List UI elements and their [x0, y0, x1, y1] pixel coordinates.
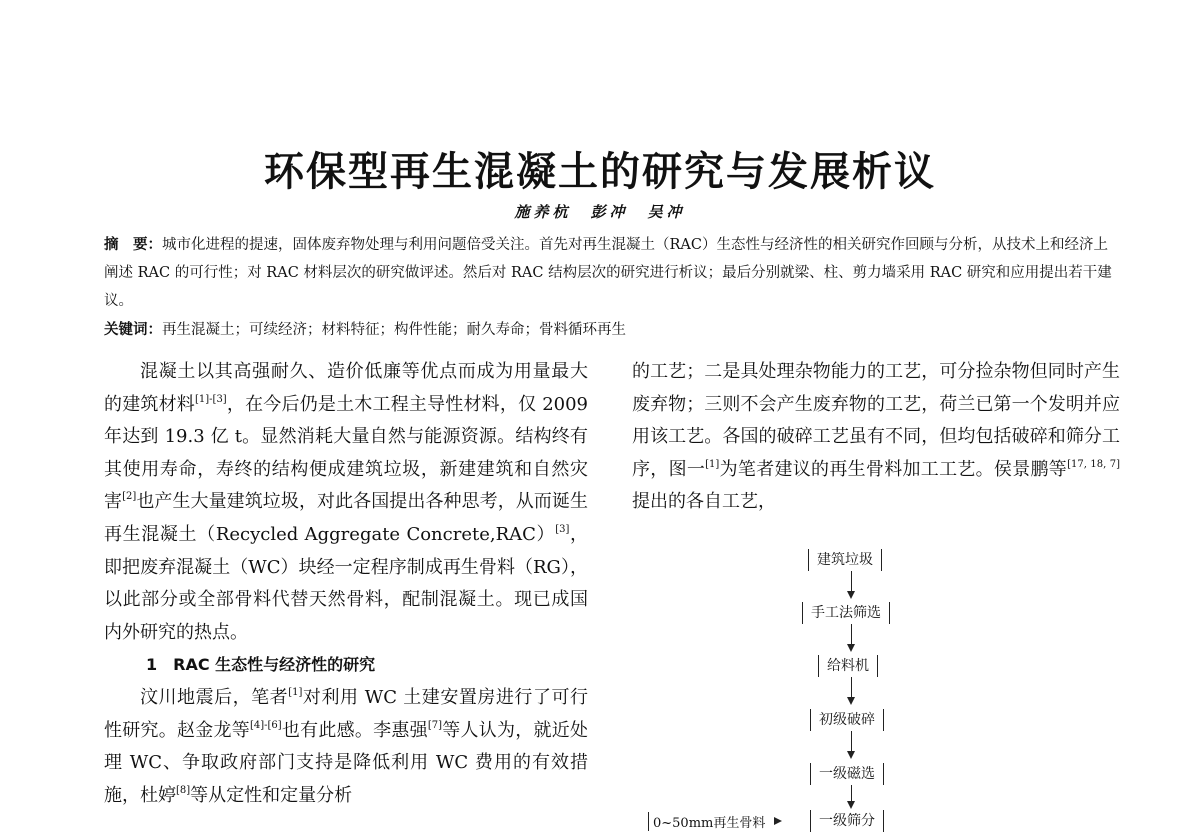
flow-node: 初级破碎 [810, 709, 884, 731]
flow-arrow-icon [847, 697, 855, 705]
flow-side-arrow-icon [774, 817, 782, 825]
keywords [104, 316, 1120, 344]
flow-node: 一级筛分 [810, 810, 884, 832]
flow-side-label: 0~50mm再生骨料 [648, 812, 765, 831]
abstract [104, 231, 1120, 315]
citation-marker: [1] [705, 458, 720, 470]
paragraph-intro: 混凝土以其高强耐久、造价低廉等优点而成为用量最大的建筑材料[1]-[3]，在今后仍是土木工程主导性材料，仅 2009 年达到 19.3 亿 t。显然消耗大量自然与能源资源。结构终有其使用寿命，寿终的结构便成建筑垃圾，新建建筑和自然灾害[2]也产生大量建筑垃圾，对此各国提出各种思考，从而诞生再生混凝土（Recycled Aggregate Concrete,RAC）[3]，即把废弃混凝土（WC）块经一定程序制成再生骨料（RG），以此部分或全部骨料代替天然骨料，配制混凝土。现已成国内外研究的热点。 [104, 361, 589, 643]
keywords-label: 关键词： [104, 322, 162, 338]
citation-marker: [2] [122, 491, 137, 503]
paper-title: 环保型再生混凝土的研究与发展析议 [264, 149, 936, 195]
keywords-text: 再生混凝土；可续经济；材料特征；构件性能；耐久寿命；骨料循环再生 [162, 322, 626, 338]
citation-marker: [7] [427, 719, 443, 731]
citation-marker: [4]-[6] [249, 719, 282, 731]
paragraph-right: 的工艺；二是具处理杂物能力的工艺，可分捡杂物但同时产生废弃物；三则不会产生废弃物的工艺，荷兰已第一个发明并应用该工艺。各国的破碎工艺虽有不同，但均包括破碎和筛分工序，图一[1]为笔者建议的再生骨料加工工艺。侯景鹏等[17, 18, 7]提出的各自工艺， [632, 361, 1120, 513]
flow-node: 建筑垃圾 [808, 549, 882, 571]
citation-marker: [17, 18, 7] [1067, 458, 1120, 470]
citation-marker: [3] [555, 523, 570, 535]
citation-marker: [8] [176, 784, 191, 796]
abstract-text: 城市化进程的提速，固体废弃物处理与利用问题倍受关注。首先对再生混凝土（RAC）生态性与经济性的相关研究作回顾与分析，从技术上和经济上阐述 RAC 的可行性；对 RAC 材料层次的研究做评述。然后对 RAC 结构层次的研究进行析议；最后分别就梁、柱、剪力墙采用 RAC 研究和应用提出若干建议。 [104, 237, 1112, 309]
flow-node: 给料机 [818, 655, 878, 677]
flow-connector [851, 677, 852, 699]
citation-marker: [1]-[3] [195, 393, 227, 405]
right-column [632, 356, 1120, 519]
left-column [104, 356, 588, 812]
flow-arrow-icon [847, 644, 855, 652]
flow-node: 一级磁选 [810, 763, 884, 785]
flow-arrow-icon [847, 801, 855, 809]
section-heading: 1 RAC 生态性与经济性的研究 [146, 655, 376, 675]
flow-node: 手工法筛选 [802, 602, 890, 624]
paragraph-section1: 汶川地震后，笔者[1]对利用 WC 土建安置房进行了可行性研究。赵金龙等[4]-[6]也有此感。李惠强[7]等人认为，就近处理 WC、争取政府部门支持是降低利用 WC 费用的有效措施，杜婷[8]等从定性和定量分析 [104, 686, 589, 806]
flow-connector [851, 571, 852, 593]
citation-marker: [1] [288, 686, 303, 698]
flow-arrow-icon [847, 591, 855, 599]
paper-authors: 施养杭 彭冲 吴冲 [514, 203, 686, 221]
abstract-label: 摘 要： [104, 237, 162, 253]
flow-arrow-icon [847, 751, 855, 759]
